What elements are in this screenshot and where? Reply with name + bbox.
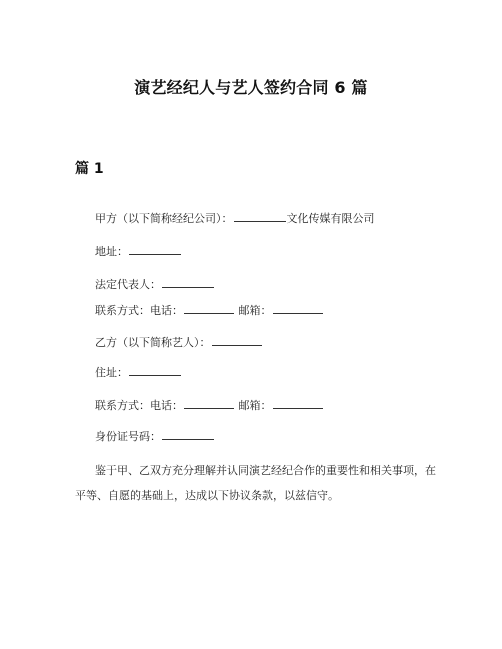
party-a-legal-rep-label: 法定代表人： [95,278,161,291]
party-b-address-blank [129,364,181,376]
party-b-line [95,334,263,351]
document-title: 演艺经纪人与艺人签约合同 6 篇 [134,78,368,97]
party-a-email-blank [273,302,323,314]
party-a-email-label: 邮箱： [238,304,272,317]
party-b-name-blank [212,334,262,346]
party-a-legal-rep-blank [162,276,214,288]
party-a-address-label: 地址： [95,245,128,258]
party-a-legal-rep-line [95,276,215,293]
party-b-contact-line [95,397,324,414]
party-b-email-label: 邮箱： [238,399,272,412]
party-b-phone-blank [184,397,234,409]
party-b-id-blank [162,428,214,440]
party-b-id-label: 身份证号码： [95,430,161,443]
party-b-address-label: 住址： [95,366,128,379]
party-b-id-line [95,428,215,445]
party-b-phone-label: 联系方式：电话： [95,399,183,412]
preamble-paragraph: 鉴于甲、乙双方充分理解并认同演艺经纪合作的重要性和相关事项，在平等、自愿的基础上，达成以下协议条款，以兹信守。 [75,464,436,502]
party-a-address-line [95,243,182,260]
party-a-phone-label: 联系方式：电话： [95,304,183,317]
party-a-address-blank [129,243,181,255]
section-heading: 篇 1 [75,161,104,177]
party-a-line [95,210,375,227]
party-b-email-blank [273,397,323,409]
party-a-name-blank [234,210,286,222]
party-a-label: 甲方（以下简称经纪公司）： [95,212,233,225]
party-a-company-suffix: 文化传媒有限公司 [286,212,375,225]
party-b-address-line [95,364,182,381]
party-b-label: 乙方（以下简称艺人）： [95,336,211,349]
party-a-phone-blank [184,302,234,314]
party-a-contact-line [95,302,324,319]
